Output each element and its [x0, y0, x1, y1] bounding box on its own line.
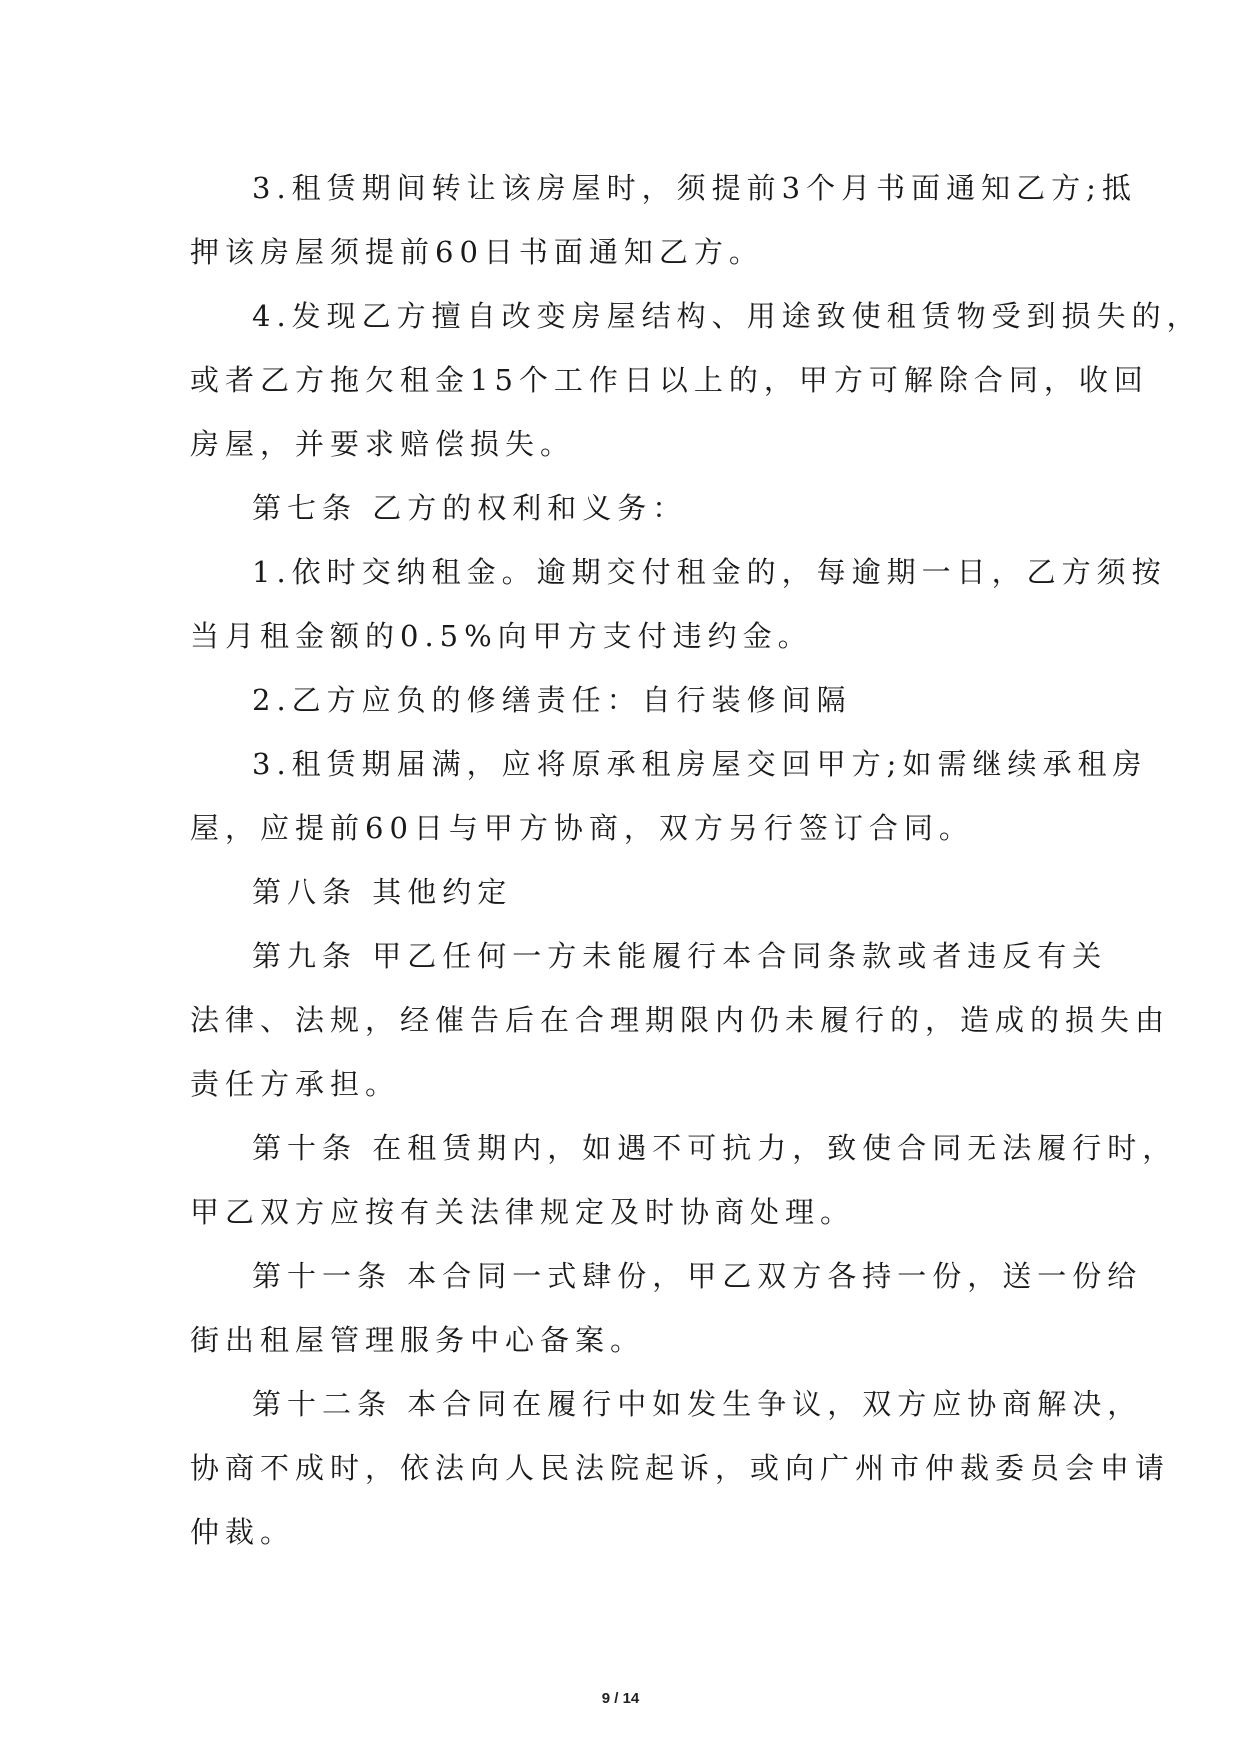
section-heading-article-8: 第八条 其他约定	[252, 875, 513, 909]
document-body	[190, 156, 1202, 1564]
text-line: 责任方承担。	[190, 1067, 401, 1101]
text-line: 甲乙双方应按有关法律规定及时协商处理。	[190, 1195, 856, 1229]
text-line: 押该房屋须提前60日书面通知乙方。	[190, 235, 764, 269]
text-line: 仲裁。	[190, 1515, 296, 1549]
text-line: 房屋，并要求赔偿损失。	[190, 427, 576, 461]
text-line: 当月租金额的0.5%向甲方支付违约金。	[190, 619, 813, 653]
section-heading-article-7: 第七条 乙方的权利和义务：	[252, 491, 688, 525]
text-line: 3.租赁期届满，应将原承租房屋交回甲方;如需继续承租房	[252, 747, 1148, 781]
text-line: 2.乙方应负的修缮责任：自行装修间隔	[252, 683, 852, 717]
section-heading-article-12: 第十二条 本合同在履行中如发生争议，双方应协商解决，	[252, 1387, 1143, 1421]
text-line: 3.租赁期间转让该房屋时，须提前3个月书面通知乙方;抵	[252, 171, 1137, 205]
section-heading-article-11: 第十一条 本合同一式肆份，甲乙双方各持一份，送一份给	[252, 1259, 1143, 1293]
text-line: 屋，应提前60日与甲方协商，双方另行签订合同。	[190, 811, 974, 845]
text-line: 协商不成时，依法向人民法院起诉，或向广州市仲裁委员会申请	[190, 1451, 1171, 1485]
section-heading-article-9: 第九条 甲乙任何一方未能履行本合同条款或者违反有关	[252, 939, 1108, 973]
text-line: 4.发现乙方擅自改变房屋结构、用途致使租赁物受到损失的，	[252, 299, 1202, 333]
section-heading-article-10: 第十条 在租赁期内，如遇不可抗力，致使合同无法履行时，	[252, 1131, 1178, 1165]
text-line: 街出租屋管理服务中心备案。	[190, 1323, 646, 1357]
text-line: 或者乙方拖欠租金15个工作日以上的，甲方可解除合同，收回	[190, 363, 1149, 397]
text-line: 1.依时交纳租金。逾期交付租金的，每逾期一日，乙方须按	[252, 555, 1167, 589]
text-line: 法律、法规，经催告后在合理期限内仍未履行的，造成的损失由	[190, 1003, 1171, 1037]
page-number: 9 / 14	[601, 1690, 640, 1707]
